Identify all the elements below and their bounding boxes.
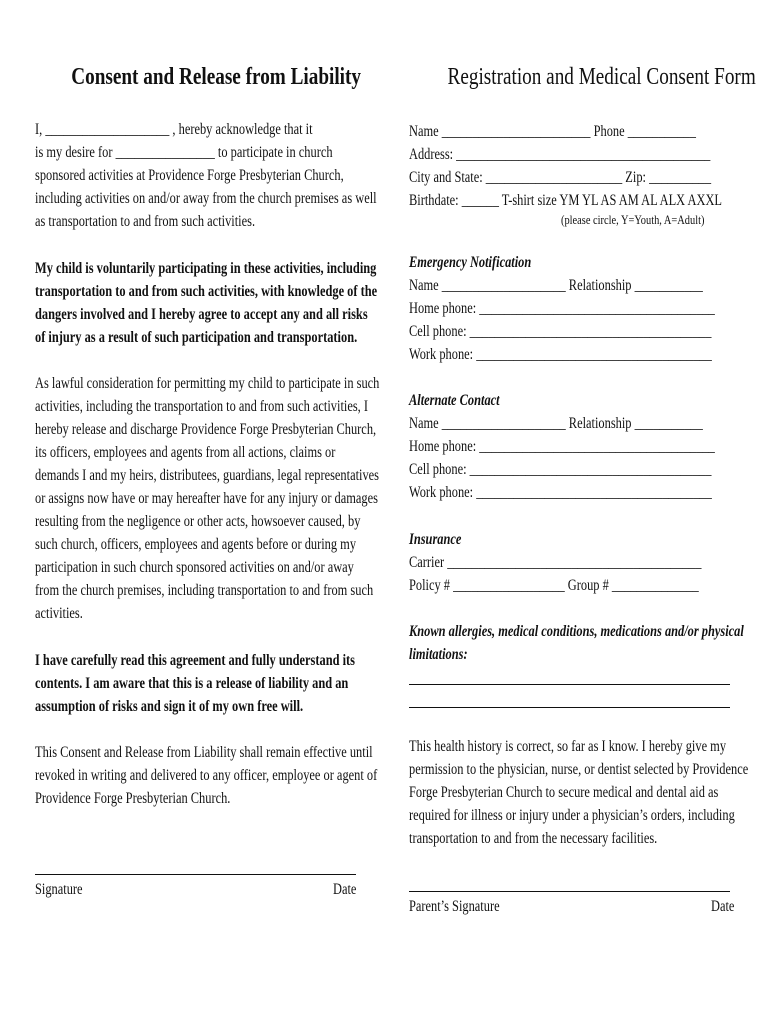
registration-fields[interactable] (409, 120, 770, 212)
size-note-wrap (561, 211, 740, 229)
text-line: My child is voluntarily participating in these activities, including (35, 260, 377, 277)
text-line: from the church premises, including transportation to and from such (35, 582, 374, 599)
text-line: sponsored activities at Providence Forge Presbyterian Church, (35, 167, 344, 184)
alternate-heading: Alternate Contact (409, 392, 500, 409)
signature-label-wrap (35, 881, 94, 899)
text-line: transportation to and from such activities, with knowledge of the (35, 283, 378, 300)
emergency-name-field[interactable]: Name ____________________ Relationship ___________ (409, 277, 703, 294)
emergency-cell-phone-field[interactable]: Cell phone: _______________________________________ (409, 323, 712, 340)
parent-date-label: Date (711, 898, 735, 915)
emergency-home-phone-field[interactable]: Home phone: ______________________________________ (409, 300, 715, 317)
text-line: hereby release and discharge Providence Forge Presbyterian Church, (35, 421, 377, 438)
release-paragraph-1 (35, 118, 462, 233)
insurance-fields[interactable] (409, 551, 770, 597)
text-line: transportation to and from the necessary facilities. (409, 830, 658, 847)
text-line: assumption of risks and sign it of my own free will. (35, 698, 304, 715)
release-title-wrap (35, 64, 362, 91)
address-field[interactable]: Address: _________________________________________ (409, 146, 711, 163)
text-line: This Consent and Release from Liability shall remain effective until (35, 744, 373, 761)
text-line: participation in such church sponsored activities on and/or away (35, 559, 354, 576)
alternate-name-field[interactable]: Name ____________________ Relationship ___________ (409, 415, 703, 432)
carrier-field[interactable]: Carrier _________________________________________ (409, 554, 702, 571)
text-line: activities, including the transportation to and from such activities, I (35, 398, 368, 415)
parent-signature-line[interactable] (409, 891, 730, 892)
allergies-heading (409, 620, 770, 666)
release-paragraph-5 (35, 741, 463, 810)
city-state-zip-field[interactable]: City and State: ______________________ Zip: __________ (409, 169, 712, 186)
insurance-heading-wrap (409, 528, 474, 551)
text-line: Providence Forge Presbyterian Church. (35, 790, 231, 807)
text-line: This health history is correct, so far as I know. I hereby give my (409, 738, 727, 755)
alternate-heading-wrap (409, 389, 522, 412)
text-line: required for illness or injury under a physician’s orders, including (409, 807, 735, 824)
registration-title-wrap (409, 64, 756, 91)
date-label: Date (333, 881, 357, 898)
size-note: (please circle, Y=Youth, A=Adult) (561, 212, 705, 227)
emergency-heading: Emergency Notification (409, 254, 532, 271)
signature-line[interactable] (35, 874, 356, 875)
alternate-fields[interactable] (409, 412, 770, 504)
alternate-work-phone-field[interactable]: Work phone: ______________________________________ (409, 484, 712, 501)
policy-group-field[interactable]: Policy # __________________ Group # ______________ (409, 577, 699, 594)
release-paragraph-3 (35, 372, 465, 625)
alternate-cell-phone-field[interactable]: Cell phone: _______________________________________ (409, 461, 712, 478)
text-line: dangers involved and I hereby agree to accept any and all risks (35, 306, 368, 323)
text-line: its officers, employees and agents from all actions, claims or (35, 444, 336, 461)
text-line: revoked in writing and delivered to any officer, employee or agent of (35, 767, 378, 784)
release-paragraph-2 (35, 257, 463, 349)
registration-title: Registration and Medical Consent Form (447, 64, 756, 90)
text-line: permission to the physician, nurse, or dentist selected by Providence (409, 761, 749, 778)
release-title: Consent and Release from Liability (71, 64, 362, 90)
emergency-fields[interactable] (409, 274, 770, 366)
text-line: of injury as a result of such participation and transportation. (35, 329, 358, 346)
emergency-work-phone-field[interactable]: Work phone: ______________________________________ (409, 346, 712, 363)
parent-signature-label-wrap (409, 898, 522, 916)
text-line: resulting from the negligence or other acts, howsoever caused, by (35, 513, 361, 530)
signature-label: Signature (35, 881, 83, 898)
medical-consent-paragraph (409, 735, 770, 850)
text-line: or assigns now have or may hereafter have for any injury or damages (35, 490, 378, 507)
insurance-heading: Insurance (409, 531, 462, 548)
text-line: limitations: (409, 646, 468, 663)
text-line: I have carefully read this agreement and fully understand its (35, 652, 356, 669)
text-line: demands I and my heirs, distributees, guardians, legal representatives (35, 467, 379, 484)
emergency-heading-wrap (409, 251, 562, 274)
text-line: Forge Presbyterian Church to secure medical and dental aid as (409, 784, 719, 801)
text-line: As lawful consideration for permitting my child to participate in such (35, 375, 380, 392)
text-line: activities. (35, 605, 83, 622)
birthdate-tshirt-field[interactable]: Birthdate: ______ T-shirt size YM YL AS AM AL ALX AXXL (409, 192, 722, 209)
parent-date-label-wrap (711, 898, 740, 916)
allergies-line-2[interactable] (409, 707, 730, 708)
date-label-wrap (333, 881, 362, 899)
text-line: I, ____________________ , hereby acknowledge that it (35, 121, 313, 138)
name-phone-field[interactable]: Name ________________________ Phone ___________ (409, 123, 696, 140)
allergies-line-1[interactable] (409, 684, 730, 685)
parent-signature-label: Parent’s Signature (409, 898, 500, 915)
text-line: Known allergies, medical conditions, medications and/or physical (409, 623, 744, 640)
text-line: including activities on and/or away from the church premises as well (35, 190, 377, 207)
text-line: such church, officers, employees and agents before or during my (35, 536, 357, 553)
text-line: contents. I am aware that this is a release of liability and an (35, 675, 349, 692)
text-line: is my desire for ________________ to participate in church (35, 144, 333, 161)
alternate-home-phone-field[interactable]: Home phone: ______________________________________ (409, 438, 715, 455)
text-line: as transportation to and from such activities. (35, 213, 256, 230)
release-paragraph-4 (35, 649, 435, 718)
